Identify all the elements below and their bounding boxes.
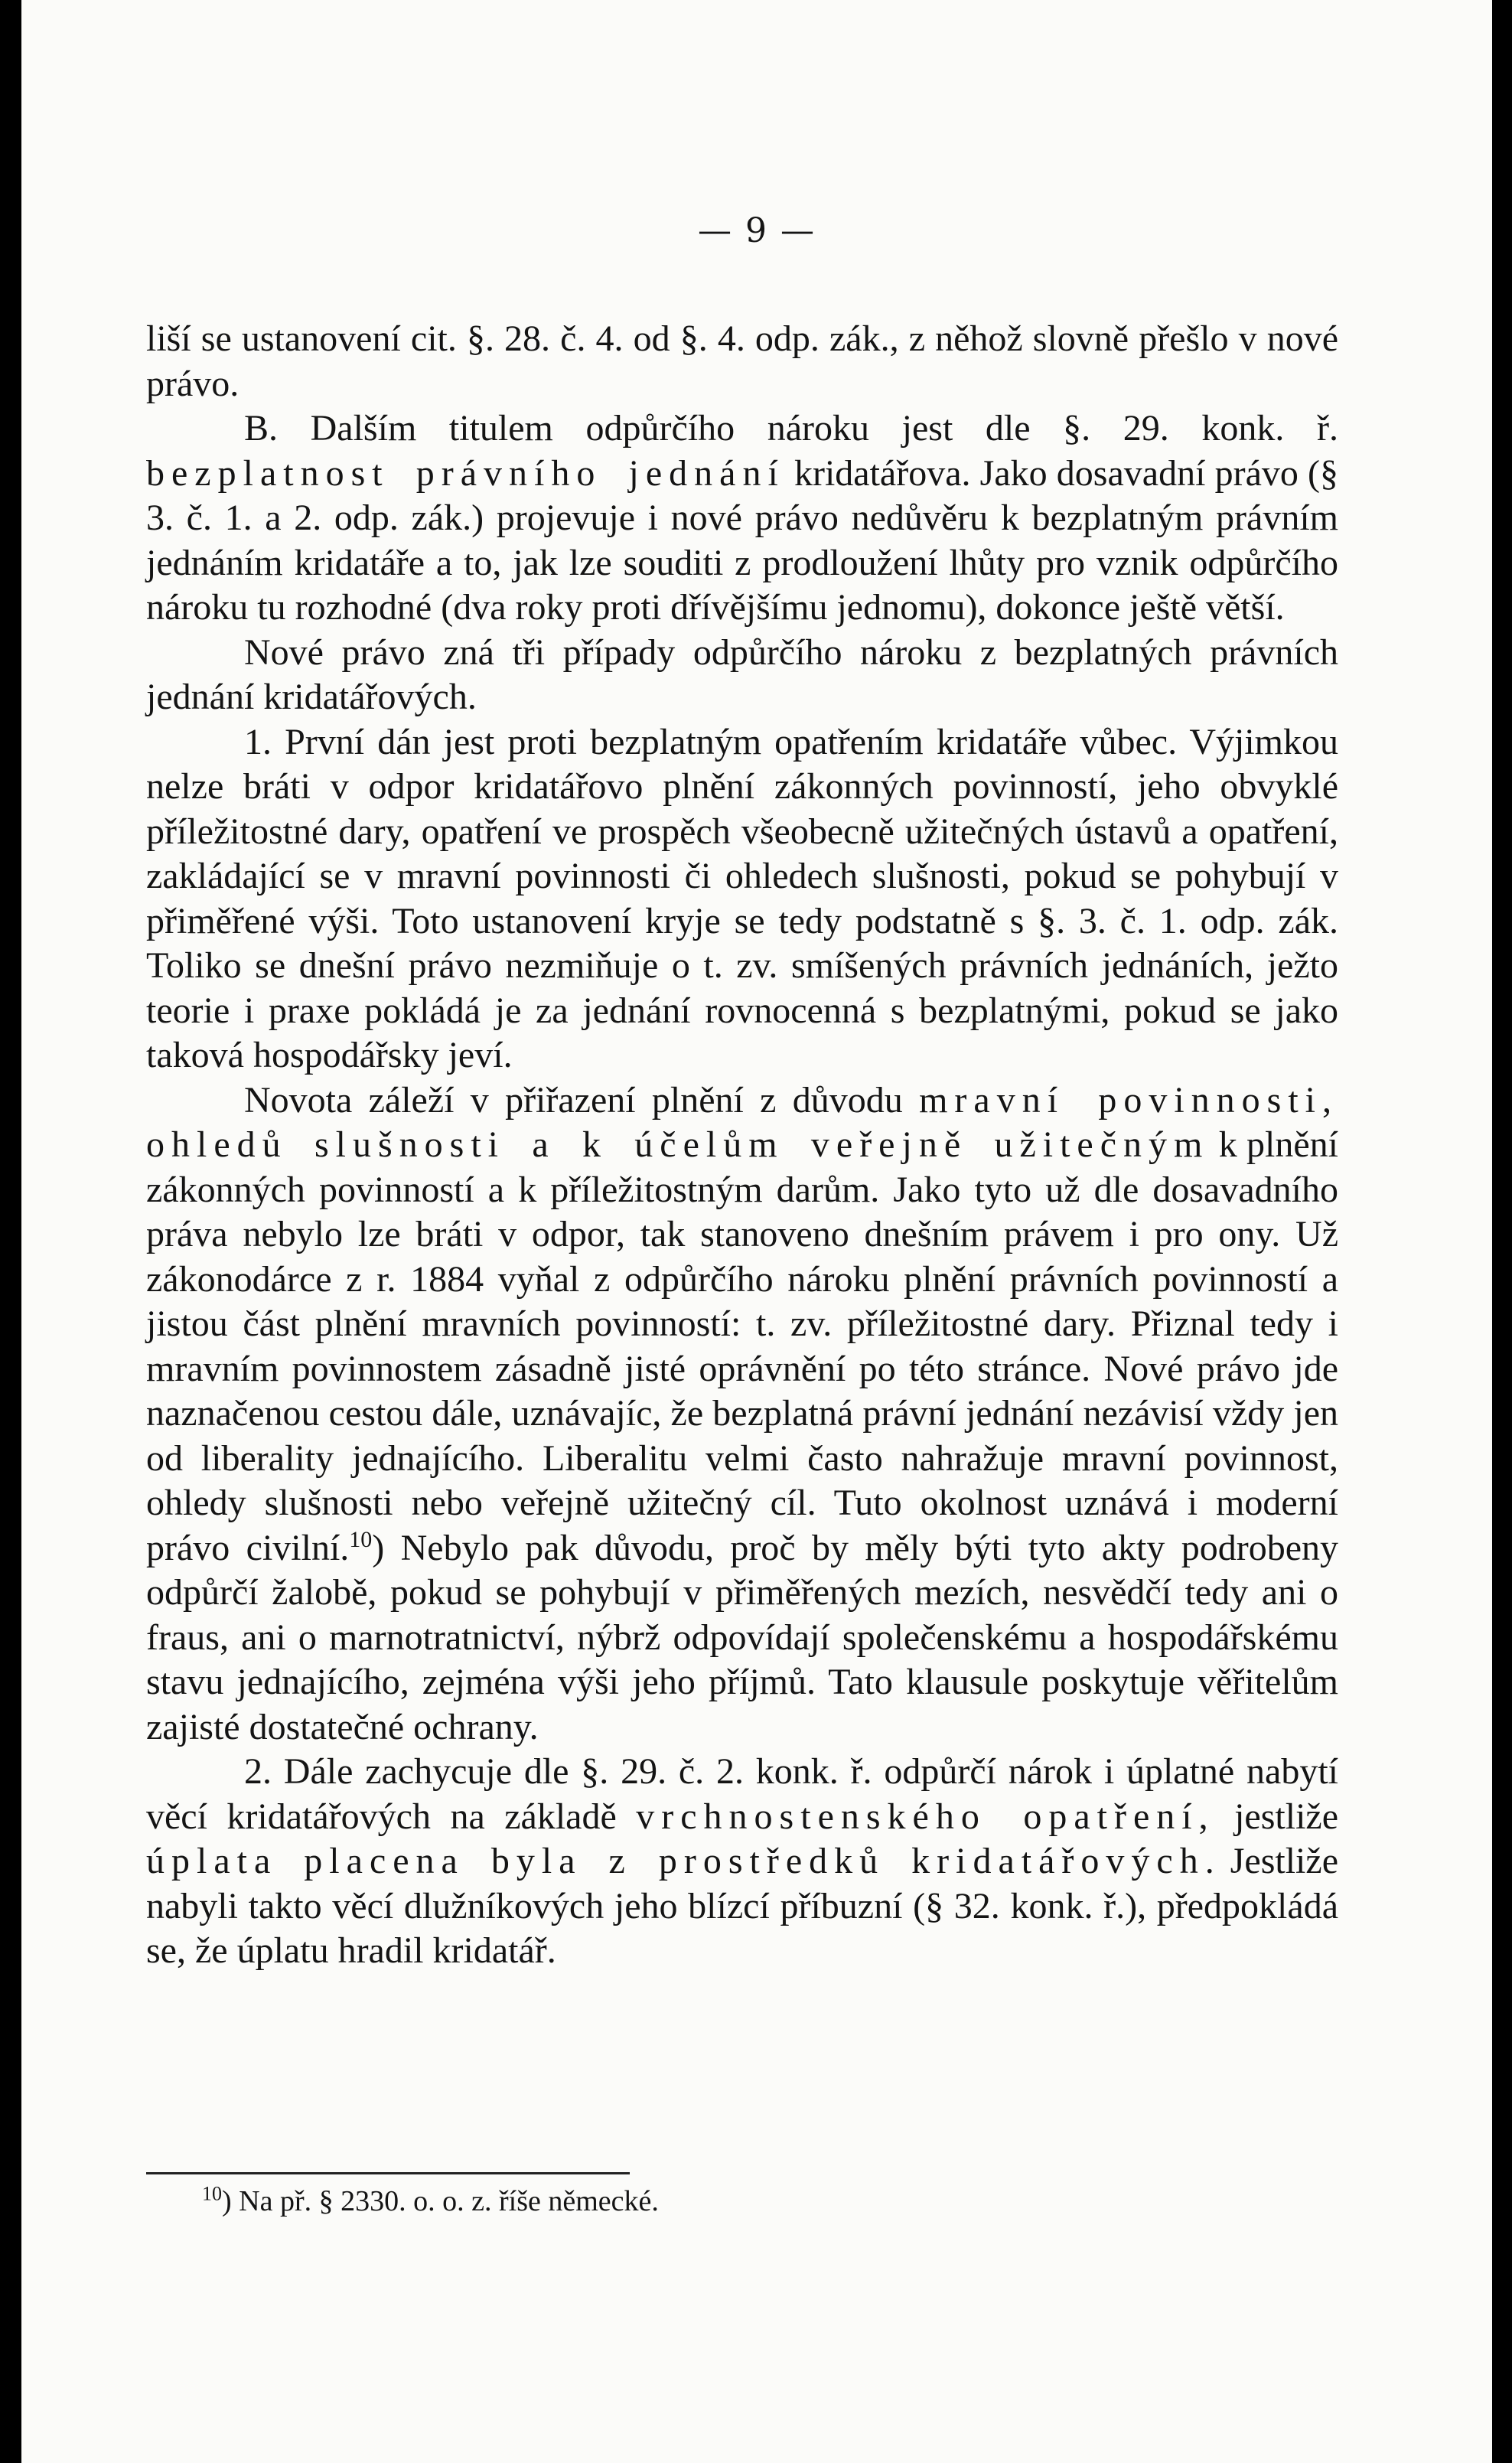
paragraph-lead: Novota záleží v přiřazení plnění z důvodu (244, 1079, 903, 1121)
paragraph (146, 631, 1338, 720)
paragraph-tail: kridatářova. Jako dosavadní právo (§ 3. č. 1. a 2. odp. zák.) projevuje i nové právo nedůvěru k bezplatným právním jednáním kridatáře a to, jak lze souditi z prodloužení lhůty pro vznik odpůrčího nároku tu rozhodné (dva roky proti dřívějšímu jednomu), dokonce ještě větší. (146, 452, 1339, 628)
paragraph-text: 1. První dán jest proti bezplatným opatřením kridatáře vůbec. Výjimkou nelze bráti v odpor kridatářovo plnění zákonných povinností, jeho obvyklé příležitostné dary, opatření ve prospěch všeobecně užitečných ústavů a opatření, zakládající se v mravní povinnosti či ohledech slušnosti, pokud se pohybují v přiměřené výši. Toto ustanovení kryje se tedy podstatně s §. 3. č. 1. odp. zák. Toliko se dnešní právo nezmiňuje o t. zv. smíšených právních jednáních, ježto teorie i praxe pokládá je za jednání rovnocenná s bezplatnými, pokud se jako taková hospodářsky jeví. (146, 721, 1338, 1075)
footnote (202, 2183, 659, 2220)
paragraph-tail: ) Nebylo pak důvodu, proč by měly býti tyto akty podrobeny odpůrčí žalobě, pokud se pohybují v přiměřených mezích, nesvědčí tedy ani o fraus, ani o marnotratnictví, nýbrž odpovídají společenskému a hospodářskému stavu jednajícího, zejména výši jeho příjmů. Tato klausule poskytuje věřitelům zajisté dostatečné ochrany. (146, 1527, 1338, 1747)
paragraph (146, 406, 1338, 631)
body-text (146, 317, 1338, 1974)
document-page (21, 0, 1492, 2463)
emphasis-spaced: mravní povinnosti, ohledů slušnosti a k účelům veřejně užitečným (146, 1079, 1338, 1165)
footnote-mark: 10 (202, 2182, 222, 2205)
paragraph-lead: 2. Dále zachycuje dle §. 29. č. 2. konk. ř. odpůrčí nárok i úplatné nabytí věcí kridatářových na základě (146, 1751, 1338, 1837)
paragraph (146, 317, 1338, 406)
paragraph-lead: B. Dalším titulem odpůrčího nároku jest dle §. 29. konk. ř. (244, 408, 1338, 449)
paragraph (146, 720, 1338, 1078)
paragraph-tail: Jestliže nabyli takto věcí dlužníkových jeho blízcí příbuzní (§ 32. konk. ř.), předpokládá se, že úplatu hradil kridatář. (146, 1841, 1338, 1971)
paragraph-text: liší se ustanovení cit. §. 28. č. 4. od §. 4. odp. zák., z něhož slovně přešlo v nové právo. (146, 318, 1338, 404)
footnote-text: ) Na př. § 2330. o. o. z. říše německé. (222, 2185, 659, 2217)
footnote-divider (146, 2172, 630, 2174)
footnote-reference: 10 (349, 1526, 373, 1552)
emphasis-spaced: bezplatnost právního jednání (146, 452, 785, 494)
emphasis-spaced: úplata placena byla z prostředků kridatářových. (146, 1841, 1221, 1881)
paragraph-mid: jestliže (1234, 1796, 1339, 1837)
paragraph-mid: k plnění zákonných povinností a k příležitostným darům. Jako tyto už dle dosavadního práva nebylo lze bráti v odpor, tak stanoveno dnešním právem i pro ony. Už zákonodárce z r. 1884 vyňal z odpůrčího nároku plnění právních povinností a jistou část plnění mravních povinností: t. zv. příležitostné dary. Přiznal tedy i mravním povinnostem zásadně jisté oprávnění po této stránce. Nové právo jde naznačenou cestou dále, uznávajíc, že bezplatná právní jednání nezávisí vždy jen od liberality jednajícího. Liberalitu velmi často nahražuje mravní povinnost, ohledy slušnosti nebo veřejně užitečný cíl. Tuto okolnost uznává i moderní právo civilní. (146, 1124, 1339, 1568)
paragraph (146, 1078, 1338, 1750)
paragraph (146, 1750, 1338, 1974)
paragraph-text: Nové právo zná tři případy odpůrčího nároku z bezplatných právních jednání kridatářových. (146, 631, 1338, 717)
page-number: — 9 — (698, 211, 816, 250)
emphasis-spaced: vrchnostenského opatření, (636, 1796, 1215, 1837)
